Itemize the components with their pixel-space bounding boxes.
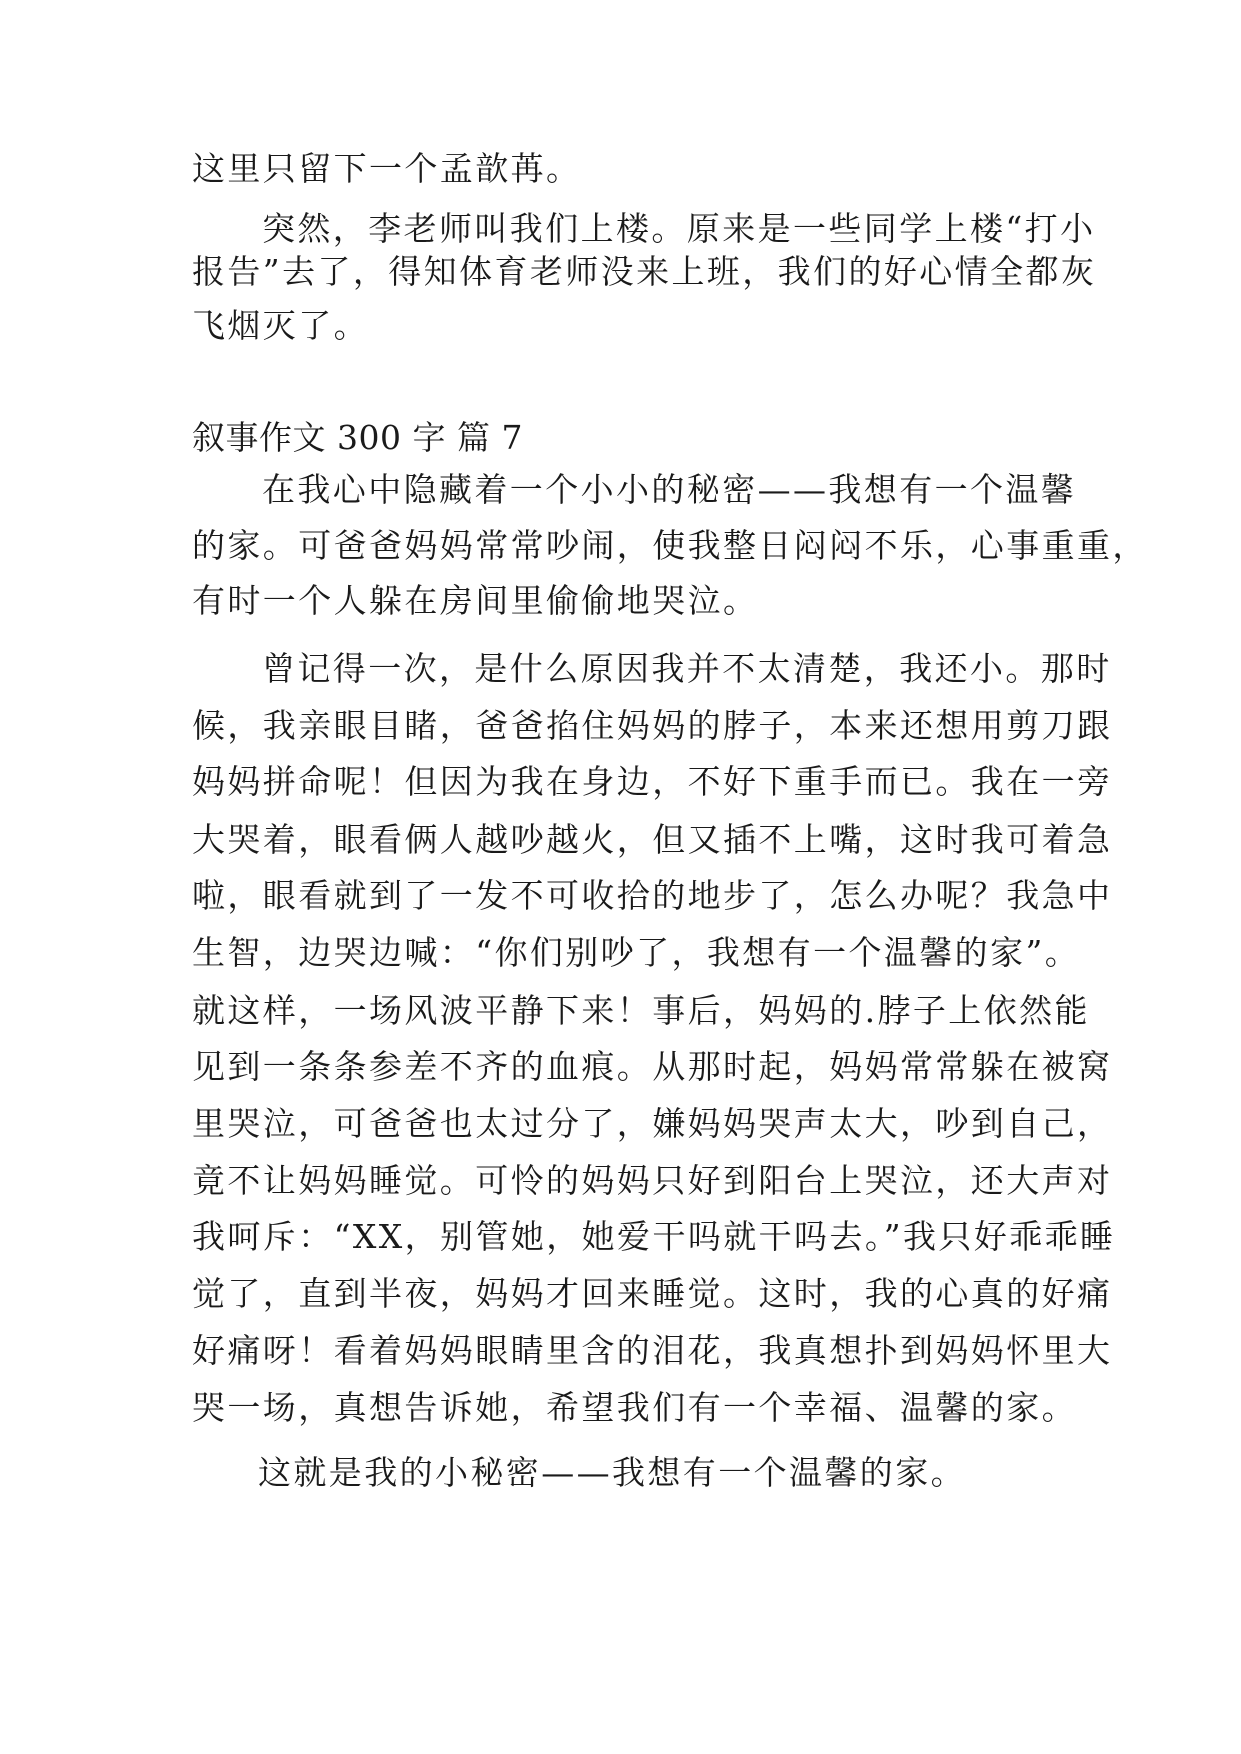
paragraph-line: 啦，眼看就到了一发不可收拾的地步了，怎么办呢？我急中 bbox=[192, 876, 1113, 915]
paragraph-line: 好痛呀！看着妈妈眼睛里含的泪花，我真想扑到妈妈怀里大 bbox=[192, 1331, 1113, 1370]
paragraph-line: 见到一条条参差不齐的血痕。从那时起，妈妈常常躲在被窝 bbox=[192, 1047, 1113, 1086]
paragraph-line: 的家。可爸爸妈妈常常吵闹，使我整日闷闷不乐，心事重重， bbox=[192, 526, 1148, 565]
paragraph-line: 飞烟灭了。 bbox=[192, 306, 369, 345]
paragraph-line: 在我心中隐藏着一个小小的秘密——我想有一个温馨 bbox=[262, 470, 1077, 509]
section-heading: 叙事作文 300 字 篇 7 bbox=[192, 418, 523, 457]
paragraph-line: 这里只留下一个孟歆苒。 bbox=[192, 149, 582, 188]
paragraph-line: 报告”去了，得知体育老师没来上班，我们的好心情全都灰 bbox=[192, 252, 1097, 291]
paragraph-line: 觉了，直到半夜，妈妈才回来睡觉。这时，我的心真的好痛 bbox=[192, 1274, 1113, 1313]
paragraph-line: 生智，边哭边喊：“你们别吵了，我想有一个温馨的家”。 bbox=[192, 933, 1081, 972]
paragraph-line: 这就是我的小秘密——我想有一个温馨的家。 bbox=[258, 1453, 966, 1492]
paragraph-line: 候，我亲眼目睹，爸爸掐住妈妈的脖子，本来还想用剪刀跟 bbox=[192, 706, 1113, 745]
paragraph-line: 哭一场，真想告诉她，希望我们有一个幸福、温馨的家。 bbox=[192, 1388, 1077, 1427]
paragraph-line: 曾记得一次，是什么原因我并不太清楚，我还小。那时 bbox=[262, 649, 1112, 688]
paragraph-line: 大哭着，眼看俩人越吵越火，但又插不上嘴，这时我可着急 bbox=[192, 820, 1113, 859]
paragraph-line: 我呵斥：“XX，别管她，她爱干吗就干吗去。”我只好乖乖睡 bbox=[192, 1217, 1116, 1256]
paragraph-line: 就这样，一场风波平静下来！事后，妈妈的.脖子上依然能 bbox=[192, 991, 1090, 1030]
paragraph-line: 里哭泣，可爸爸也太过分了，嫌妈妈哭声太大，吵到自己， bbox=[192, 1104, 1113, 1143]
paragraph-line: 有时一个人躲在房间里偷偷地哭泣。 bbox=[192, 581, 759, 620]
paragraph-line: 竟不让妈妈睡觉。可怜的妈妈只好到阳台上哭泣，还大声对 bbox=[192, 1161, 1113, 1200]
paragraph-line: 突然，李老师叫我们上楼。原来是一些同学上楼“打小 bbox=[262, 209, 1096, 248]
paragraph-line: 妈妈拼命呢！但因为我在身边，不好下重手而已。我在一旁 bbox=[192, 762, 1113, 801]
